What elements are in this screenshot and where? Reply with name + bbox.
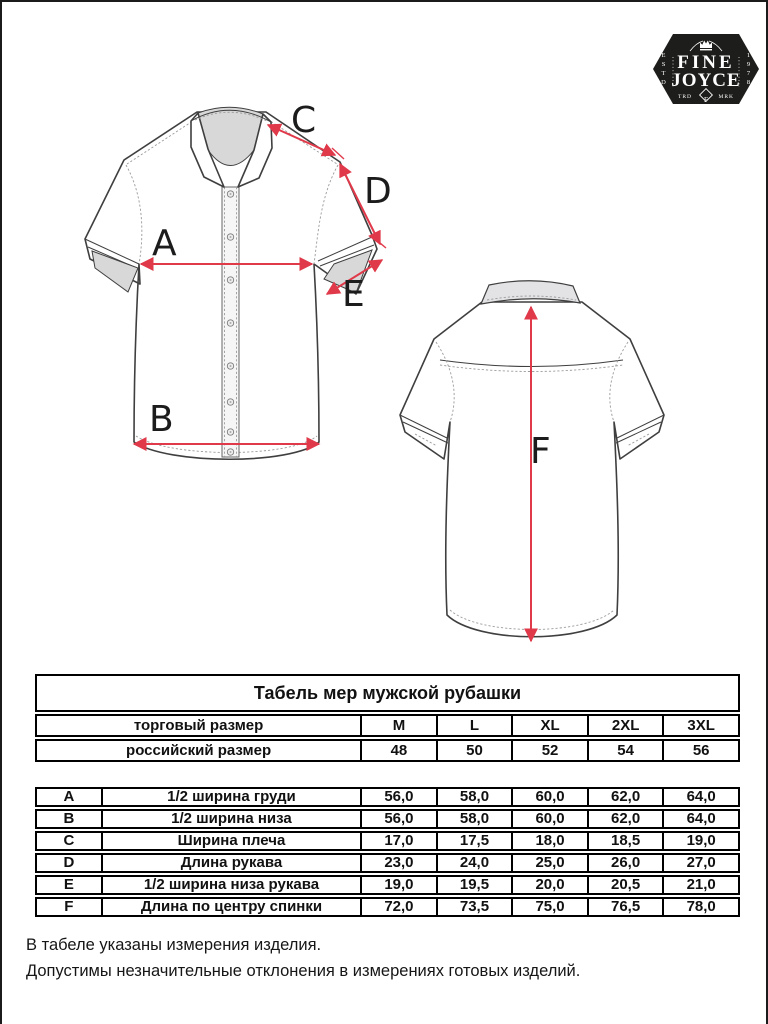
row-key: B <box>63 810 75 828</box>
table-row-d <box>35 853 740 873</box>
row-value: 62,0 <box>587 789 663 805</box>
row-value: 19,0 <box>360 877 436 893</box>
measure-label-a: A <box>152 223 177 264</box>
size-m: M <box>360 716 436 735</box>
table-row-b <box>35 809 740 829</box>
table-row-e <box>35 875 740 895</box>
measure-label-f: F <box>530 431 551 472</box>
footnotes <box>26 932 580 985</box>
row-value: 20,5 <box>587 877 663 893</box>
ru-size-54: 54 <box>587 741 663 760</box>
row-label: Длина рукава <box>101 855 360 871</box>
note-line-2: Допустимы незначительные отклонения в измерениях готовых изделий. <box>26 962 581 981</box>
row-key: C <box>63 832 75 850</box>
row-value: 62,0 <box>587 811 663 827</box>
row-value: 60,0 <box>511 789 587 805</box>
row-value: 23,0 <box>360 855 436 871</box>
brand-badge <box>651 31 761 107</box>
ru-size-48: 48 <box>360 741 436 760</box>
table-row-f <box>35 897 740 917</box>
row-value: 19,0 <box>662 833 738 849</box>
header-label: российский размер <box>126 741 272 759</box>
row-key: A <box>63 788 75 806</box>
row-value: 60,0 <box>511 811 587 827</box>
brand-mrk: MRK <box>718 94 734 100</box>
row-value: 18,5 <box>587 833 663 849</box>
row-value: 24,0 <box>436 855 512 871</box>
row-value: 73,5 <box>436 899 512 915</box>
brand-trd: TRD <box>678 94 692 100</box>
back-collar <box>481 281 580 304</box>
row-value: 18,0 <box>511 833 587 849</box>
ru-size-52: 52 <box>511 741 587 760</box>
table-row-a <box>35 787 740 807</box>
row-value: 27,0 <box>662 855 738 871</box>
row-value: 58,0 <box>436 811 512 827</box>
row-value: 17,0 <box>360 833 436 849</box>
row-key: F <box>64 898 74 916</box>
ru-size-56: 56 <box>662 741 738 760</box>
header-row-trade-size <box>35 714 740 737</box>
brand-name-line1: FINE <box>677 52 735 73</box>
row-key: E <box>63 876 74 894</box>
row-value: 64,0 <box>662 789 738 805</box>
size-3xl: 3XL <box>662 716 738 735</box>
row-value: 20,0 <box>511 877 587 893</box>
row-value: 58,0 <box>436 789 512 805</box>
row-value: 64,0 <box>662 811 738 827</box>
row-label: 1/2 ширина груди <box>101 789 360 805</box>
brand-monogram: F <box>704 96 708 104</box>
ru-size-50: 50 <box>436 741 512 760</box>
row-label: 1/2 ширина низа <box>101 811 360 827</box>
row-label: 1/2 ширина низа рукава <box>101 877 360 893</box>
measure-label-e: E <box>342 274 365 315</box>
brand-name-line2: JOYCE <box>671 70 741 91</box>
table-title-row <box>35 674 740 712</box>
size-xl: XL <box>511 716 587 735</box>
row-value: 25,0 <box>511 855 587 871</box>
brand-year: 1978 <box>745 52 752 88</box>
note-line-1: В табеле указаны измерения изделия. <box>26 936 322 954</box>
table-title: Табель мер мужской рубашки <box>253 682 522 703</box>
row-value: 56,0 <box>360 811 436 827</box>
row-value: 17,5 <box>436 833 512 849</box>
row-value: 72,0 <box>360 899 436 915</box>
measure-label-b: B <box>149 399 174 440</box>
row-key: D <box>63 854 75 872</box>
shirt-back-diagram <box>377 270 727 670</box>
header-label: торговый размер <box>133 716 264 734</box>
row-value: 76,5 <box>587 899 663 915</box>
row-label: Длина по центру спинки <box>101 899 360 915</box>
row-value: 78,0 <box>662 899 738 915</box>
row-value: 75,0 <box>511 899 587 915</box>
size-l: L <box>436 716 512 735</box>
row-label: Ширина плеча <box>101 833 360 849</box>
row-value: 26,0 <box>587 855 663 871</box>
brand-estd: ESTD <box>660 52 667 88</box>
table-row-c <box>35 831 740 851</box>
row-value: 21,0 <box>662 877 738 893</box>
row-value: 56,0 <box>360 789 436 805</box>
size-2xl: 2XL <box>587 716 663 735</box>
header-row-russian-size <box>35 739 740 762</box>
size-table <box>35 674 740 919</box>
row-value: 19,5 <box>436 877 512 893</box>
measure-label-d: D <box>364 171 392 212</box>
measure-label-c: C <box>291 100 317 141</box>
